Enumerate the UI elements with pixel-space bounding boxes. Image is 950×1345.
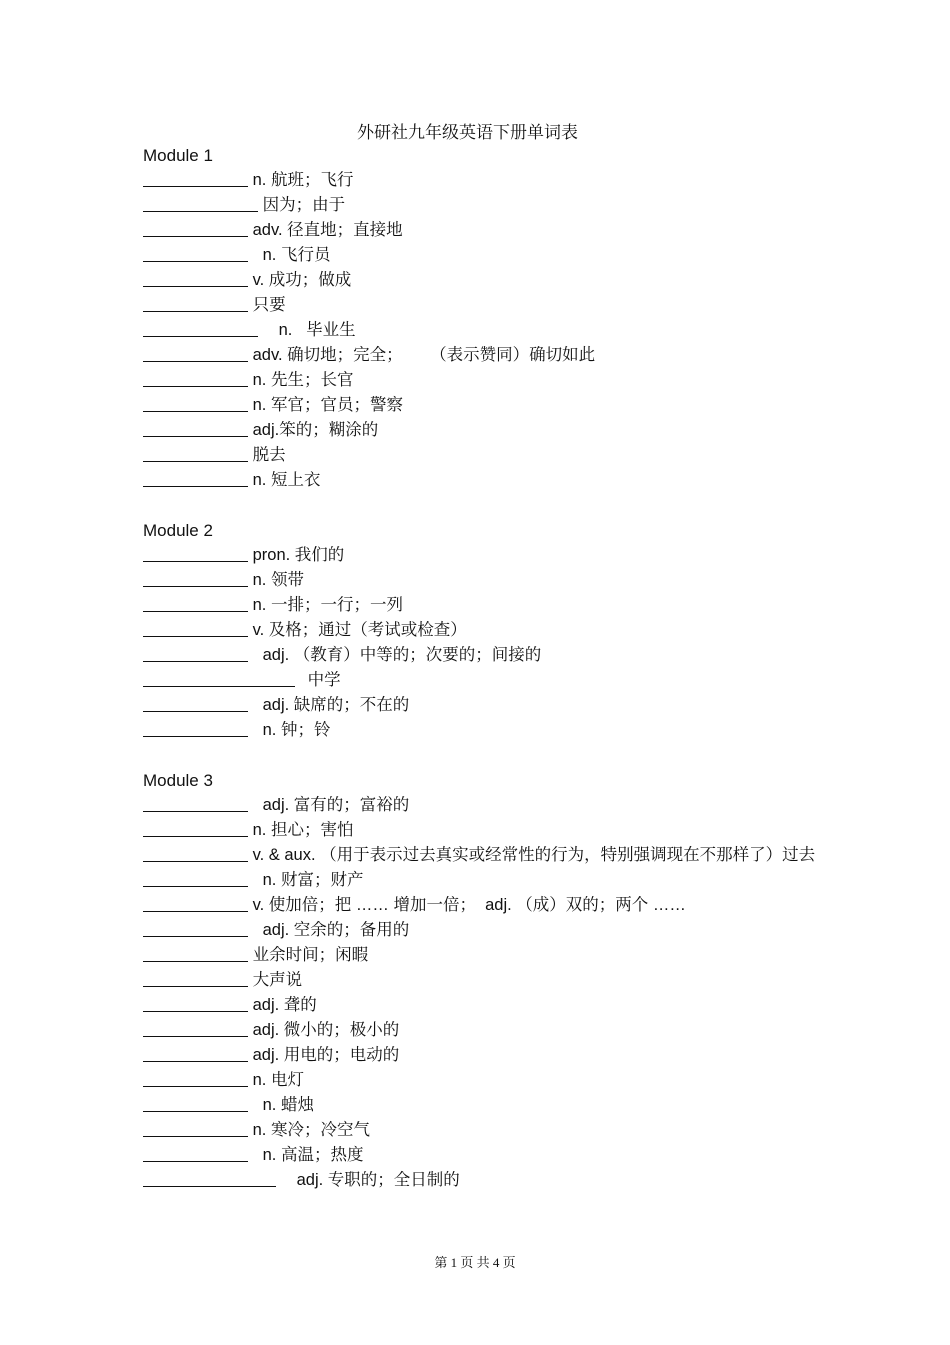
definition: v. & aux. （用于表示过去真实或经常性的行为，特别强调现在不那样了）过去 bbox=[252, 846, 816, 864]
list-item bbox=[143, 593, 823, 618]
definition: adj.笨的；糊涂的 bbox=[252, 421, 379, 439]
definition: adj. 聋的 bbox=[252, 996, 317, 1014]
list-item bbox=[143, 1043, 823, 1068]
definition: 中学 bbox=[307, 671, 341, 689]
list-item bbox=[143, 693, 823, 718]
answer-blank[interactable] bbox=[143, 419, 248, 437]
answer-blank[interactable] bbox=[143, 969, 248, 987]
answer-blank[interactable] bbox=[143, 369, 248, 387]
answer-blank[interactable] bbox=[143, 1119, 248, 1137]
list-item bbox=[143, 318, 823, 343]
definition: n. 电灯 bbox=[252, 1071, 304, 1089]
list-item bbox=[143, 718, 823, 743]
definition: v. 成功；做成 bbox=[252, 271, 352, 289]
answer-blank[interactable] bbox=[143, 169, 248, 187]
definition: n. 毕业生 bbox=[278, 321, 356, 339]
definition: adj. 用电的；电动的 bbox=[252, 1046, 400, 1064]
list-item bbox=[143, 968, 823, 993]
answer-blank[interactable] bbox=[143, 919, 248, 937]
definition: 脱去 bbox=[252, 446, 286, 464]
answer-blank[interactable] bbox=[143, 894, 248, 912]
list-item bbox=[143, 418, 823, 443]
page-footer: 第 1 页 共 4 页 bbox=[434, 1255, 516, 1270]
list-item bbox=[143, 1068, 823, 1093]
list-item bbox=[143, 943, 823, 968]
list-item bbox=[143, 818, 823, 843]
answer-blank[interactable] bbox=[143, 694, 248, 712]
definition: 因为；由于 bbox=[262, 196, 346, 214]
page-title: 外研社九年级英语下册单词表 bbox=[357, 123, 578, 142]
definition: 业余时间；闲暇 bbox=[252, 946, 369, 964]
definition: n. 蜡烛 bbox=[262, 1096, 314, 1114]
answer-blank[interactable] bbox=[143, 944, 248, 962]
definition: adj. 微小的；极小的 bbox=[252, 1021, 400, 1039]
list-item bbox=[143, 368, 823, 393]
definition: n. 高温；热度 bbox=[262, 1146, 364, 1164]
definition: adj. （教育）中等的；次要的；间接的 bbox=[262, 646, 542, 664]
list-item bbox=[143, 218, 823, 243]
definition: n. 领带 bbox=[252, 571, 304, 589]
answer-blank[interactable] bbox=[143, 219, 248, 237]
definition: n. 航班；飞行 bbox=[252, 171, 354, 189]
list-item bbox=[143, 293, 823, 318]
list-item bbox=[143, 643, 823, 668]
answer-blank[interactable] bbox=[143, 1094, 248, 1112]
answer-blank[interactable] bbox=[143, 194, 258, 212]
answer-blank[interactable] bbox=[143, 1169, 276, 1187]
definition: n. 军官；官员；警察 bbox=[252, 396, 403, 414]
list-item bbox=[143, 618, 823, 643]
list-item bbox=[143, 1118, 823, 1143]
list-item bbox=[143, 443, 823, 468]
list-item bbox=[143, 793, 823, 818]
answer-blank[interactable] bbox=[143, 394, 248, 412]
list-item bbox=[143, 1093, 823, 1118]
list-item bbox=[143, 1018, 823, 1043]
list-item bbox=[143, 268, 823, 293]
definition: adv. 径直地；直接地 bbox=[252, 221, 403, 239]
answer-blank[interactable] bbox=[143, 819, 248, 837]
module-heading: Module 2 bbox=[143, 521, 213, 540]
definition: adj. 缺席的；不在的 bbox=[262, 696, 410, 714]
module-heading: Module 3 bbox=[143, 771, 213, 790]
definition: 只要 bbox=[252, 296, 286, 314]
answer-blank[interactable] bbox=[143, 269, 248, 287]
list-item bbox=[143, 343, 823, 368]
list-item bbox=[143, 918, 823, 943]
answer-blank[interactable] bbox=[143, 244, 248, 262]
definition: n. 一排；一行；一列 bbox=[252, 596, 403, 614]
list-item bbox=[143, 868, 823, 893]
definition: n. 飞行员 bbox=[262, 246, 331, 264]
definition: adj. 空余的；备用的 bbox=[262, 921, 410, 939]
answer-blank[interactable] bbox=[143, 1069, 248, 1087]
definition: adj. 专职的；全日制的 bbox=[296, 1171, 460, 1189]
definition: v. 使加倍；把 …… 增加一倍； adj. （成）双的；两个 …… bbox=[252, 896, 686, 914]
answer-blank[interactable] bbox=[143, 669, 295, 687]
answer-blank[interactable] bbox=[143, 844, 248, 862]
list-item bbox=[143, 893, 823, 918]
list-item bbox=[143, 243, 823, 268]
list-item bbox=[143, 843, 823, 868]
answer-blank[interactable] bbox=[143, 344, 248, 362]
definition: adv. 确切地；完全； （表示赞同）确切如此 bbox=[252, 346, 596, 364]
answer-blank[interactable] bbox=[143, 444, 248, 462]
answer-blank[interactable] bbox=[143, 719, 248, 737]
definition: n. 担心；害怕 bbox=[252, 821, 354, 839]
answer-blank[interactable] bbox=[143, 994, 248, 1012]
answer-blank[interactable] bbox=[143, 1019, 248, 1037]
list-item bbox=[143, 568, 823, 593]
list-item bbox=[143, 168, 823, 193]
definition: n. 先生；长官 bbox=[252, 371, 354, 389]
list-item bbox=[143, 543, 823, 568]
list-item bbox=[143, 193, 823, 218]
answer-blank[interactable] bbox=[143, 469, 248, 487]
list-item bbox=[143, 1168, 823, 1193]
answer-blank[interactable] bbox=[143, 1044, 248, 1062]
module-heading: Module 1 bbox=[143, 146, 213, 165]
definition: 大声说 bbox=[252, 971, 303, 989]
list-item bbox=[143, 668, 823, 693]
answer-blank[interactable] bbox=[143, 1144, 248, 1162]
definition: n. 财富；财产 bbox=[262, 871, 364, 889]
definition: n. 寒冷；冷空气 bbox=[252, 1121, 370, 1139]
list-item bbox=[143, 1143, 823, 1168]
answer-blank[interactable] bbox=[143, 594, 248, 612]
definition: n. 短上衣 bbox=[252, 471, 321, 489]
definition: pron. 我们的 bbox=[252, 546, 345, 564]
definition: v. 及格；通过（考试或检查） bbox=[252, 621, 467, 639]
answer-blank[interactable] bbox=[143, 544, 248, 562]
answer-blank[interactable] bbox=[143, 294, 248, 312]
list-item bbox=[143, 393, 823, 418]
list-item bbox=[143, 468, 823, 493]
definition: n. 钟；铃 bbox=[262, 721, 331, 739]
answer-blank[interactable] bbox=[143, 569, 248, 587]
list-item bbox=[143, 993, 823, 1018]
vocabulary-list bbox=[143, 144, 823, 1193]
answer-blank[interactable] bbox=[143, 619, 248, 637]
answer-blank[interactable] bbox=[143, 644, 248, 662]
answer-blank[interactable] bbox=[143, 319, 258, 337]
definition: adj. 富有的；富裕的 bbox=[262, 796, 410, 814]
answer-blank[interactable] bbox=[143, 869, 248, 887]
answer-blank[interactable] bbox=[143, 794, 248, 812]
